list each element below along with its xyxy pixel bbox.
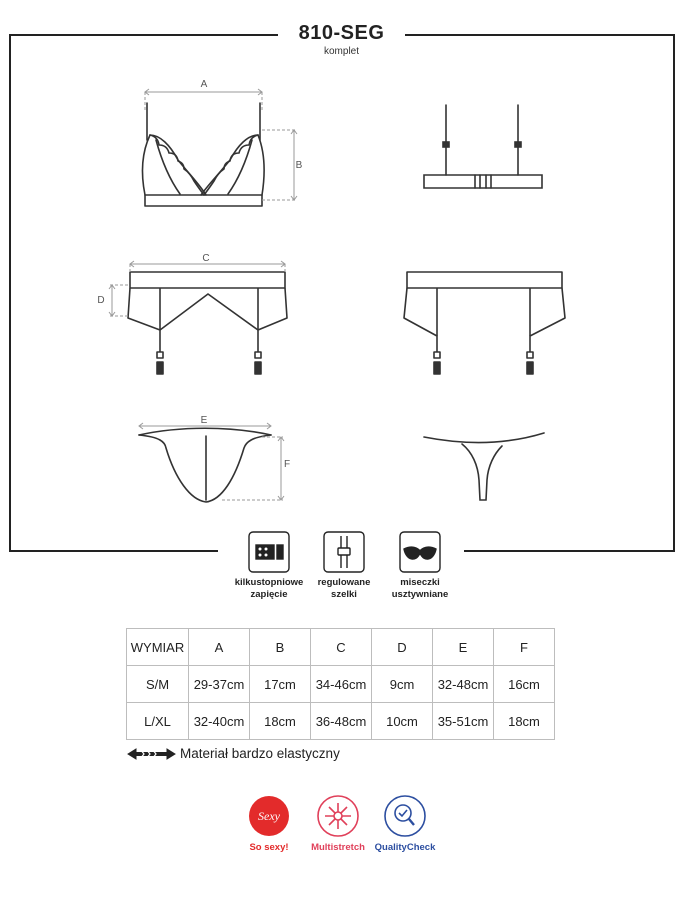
thong-dimension-lines [139,423,284,500]
multistretch-badge-icon [318,796,358,836]
garter-belt-back-drawing [404,272,565,374]
table-header-cell: B [250,629,311,666]
table-cell: S/M [127,666,189,703]
table-cell: 32-40cm [189,703,250,740]
svg-text:Sexy: Sexy [258,809,280,823]
badge-label-multistretch: Multistretch [311,842,365,853]
garter-belt-front-drawing [128,272,287,374]
table-header-cell: WYMIAR [127,629,189,666]
stretch-arrows-icon [128,749,175,759]
dim-letter-c: C [202,253,210,264]
dim-letter-e: E [200,415,208,426]
bra-back-drawing [424,105,542,188]
size-table [126,628,555,740]
badge-label-qualitycheck: QualityCheck [374,842,436,853]
table-row [127,666,555,703]
table-cell: 18cm [250,703,311,740]
table-cell: 9cm [372,666,433,703]
dim-letter-d: D [97,295,105,306]
dim-letter-a: A [200,79,208,90]
thong-back-drawing [424,433,544,500]
table-cell: 17cm [250,666,311,703]
table-cell: 36-48cm [311,703,372,740]
feature-label-straps: regulowane szelki [317,577,371,600]
hook-eye-closure-icon [249,532,289,572]
table-header-cell: C [311,629,372,666]
material-note: Materiał bardzo elastyczny [180,746,340,761]
dim-letter-f: F [283,459,291,470]
molded-cups-icon [400,532,440,572]
dim-letter-b: B [295,160,303,171]
table-cell: L/XL [127,703,189,740]
table-cell: 10cm [372,703,433,740]
table-cell: 18cm [494,703,555,740]
table-cell: 29-37cm [189,666,250,703]
qualitycheck-badge-icon [385,796,425,836]
table-header-cell: D [372,629,433,666]
product-type: komplet [323,46,359,57]
table-header-row [127,629,555,666]
table-header-cell: F [494,629,555,666]
table-cell: 35-51cm [433,703,494,740]
thong-front-drawing [139,428,271,502]
adjustable-strap-icon [324,532,364,572]
feature-label-closure: kilkustopniowe zapięcie [234,577,304,600]
frame-border [10,35,674,551]
table-header-cell: E [433,629,494,666]
bra-front-drawing [143,103,265,206]
table-cell: 32-48cm [433,666,494,703]
badge-label-sexy: So sexy! [249,842,289,853]
table-cell: 34-46cm [311,666,372,703]
table-header-cell: A [189,629,250,666]
table-cell: 16cm [494,666,555,703]
feature-label-cups: miseczki usztywniane [391,577,449,600]
product-code: 810-SEG [298,22,385,44]
sexy-badge-icon [249,796,289,836]
table-row [127,703,555,740]
